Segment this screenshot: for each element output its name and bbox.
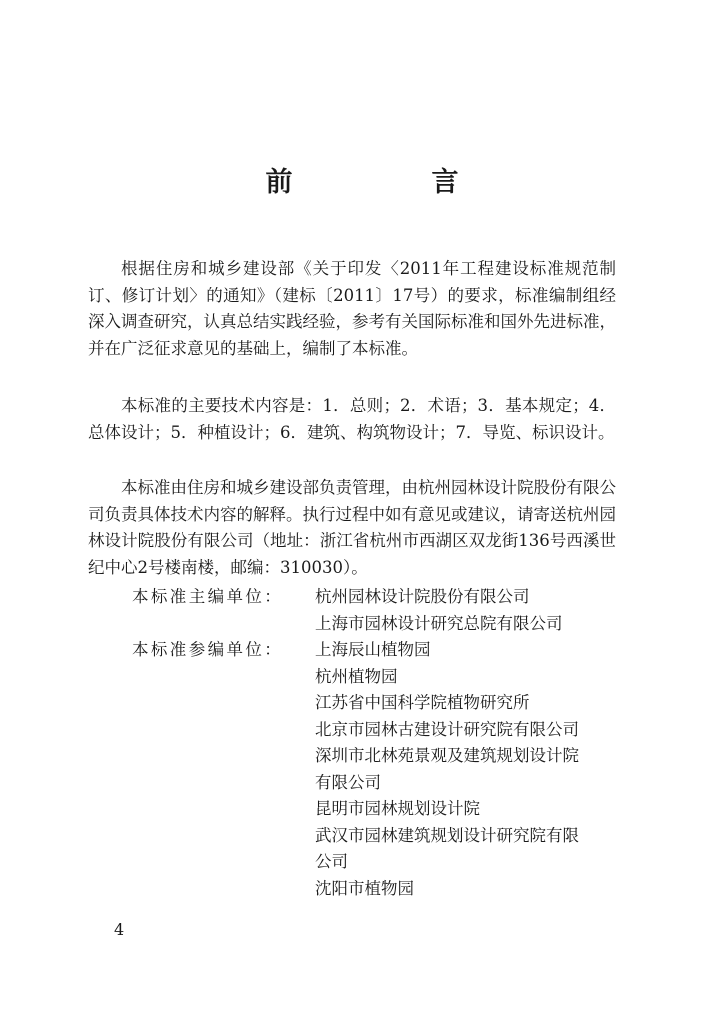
- participating-unit: 有限公司: [315, 772, 381, 792]
- foreword-paragraph-1: [88, 256, 616, 362]
- chief-unit: 杭州园林设计院股份有限公司: [315, 587, 530, 606]
- participating-unit: 沈阳市植物园: [315, 878, 414, 898]
- paragraph-indent: [88, 396, 121, 415]
- participating-unit: 北京市园林古建设计研究院有限公司: [315, 719, 579, 739]
- participating-unit: 江苏省中国科学院植物研究所: [315, 693, 530, 712]
- participating-unit: 武汉市园林建筑规划设计研究院有限: [315, 825, 579, 845]
- editorial-units: [88, 584, 628, 902]
- paragraph-indent: [88, 478, 121, 497]
- participating-unit-row: [88, 796, 628, 823]
- page-title: 前 言: [265, 167, 515, 198]
- paragraph-text: 根据住房和城乡建设部《关于印发〈2011年工程建设标准规范制订、修订计划〉的通知》（建标〔2011〕17号）的要求，标准编制组经深入调查研究，认真总结实践经验，参考有关国际标准和国外先进标准，并在广泛征求意见的基础上，编制了本标准。: [88, 259, 616, 358]
- participating-unit-row: [88, 770, 628, 797]
- participating-unit: 深圳市北林苑景观及建筑规划设计院: [315, 746, 579, 765]
- paragraph-text: 本标准的主要技术内容是：1．总则；2．术语；3．基本规定；4．总体设计；5．种植设计；6．建筑、构筑物设计；7．导览、标识设计。: [88, 396, 616, 442]
- participating-unit-label: 本标准参编单位：: [132, 640, 284, 659]
- paragraph-indent: [88, 259, 121, 278]
- paragraph-text: 本标准由住房和城乡建设部负责管理，由杭州园林设计院股份有限公司负责具体技术内容的解释。执行过程中如有意见或建议，请寄送杭州园林设计院股份有限公司（地址：浙江省杭州市西湖区双龙街136号西溪世纪中心2号楼南楼，邮编：310030）。: [88, 478, 616, 577]
- page-number: 4: [114, 920, 125, 939]
- chief-unit-label: 本标准主编单位：: [132, 587, 284, 606]
- chief-unit-row: [88, 584, 628, 611]
- participating-unit-row: [88, 849, 628, 876]
- participating-unit-row: [88, 823, 628, 850]
- participating-unit-row: [88, 690, 628, 717]
- participating-unit: 上海辰山植物园: [315, 640, 431, 659]
- chief-unit-row: [88, 611, 628, 638]
- foreword-paragraph-2: [88, 393, 616, 446]
- participating-unit: 公司: [315, 852, 348, 871]
- participating-unit-row: [88, 876, 628, 903]
- participating-unit-row: [88, 743, 628, 770]
- participating-unit: 杭州植物园: [315, 666, 398, 686]
- foreword-paragraph-3: [88, 475, 616, 581]
- participating-unit-row: [88, 717, 628, 744]
- chief-unit: 上海市园林设计研究总院有限公司: [315, 613, 563, 633]
- participating-unit-row: [88, 637, 628, 664]
- participating-unit: 昆明市园林规划设计院: [315, 799, 480, 818]
- participating-unit-row: [88, 664, 628, 691]
